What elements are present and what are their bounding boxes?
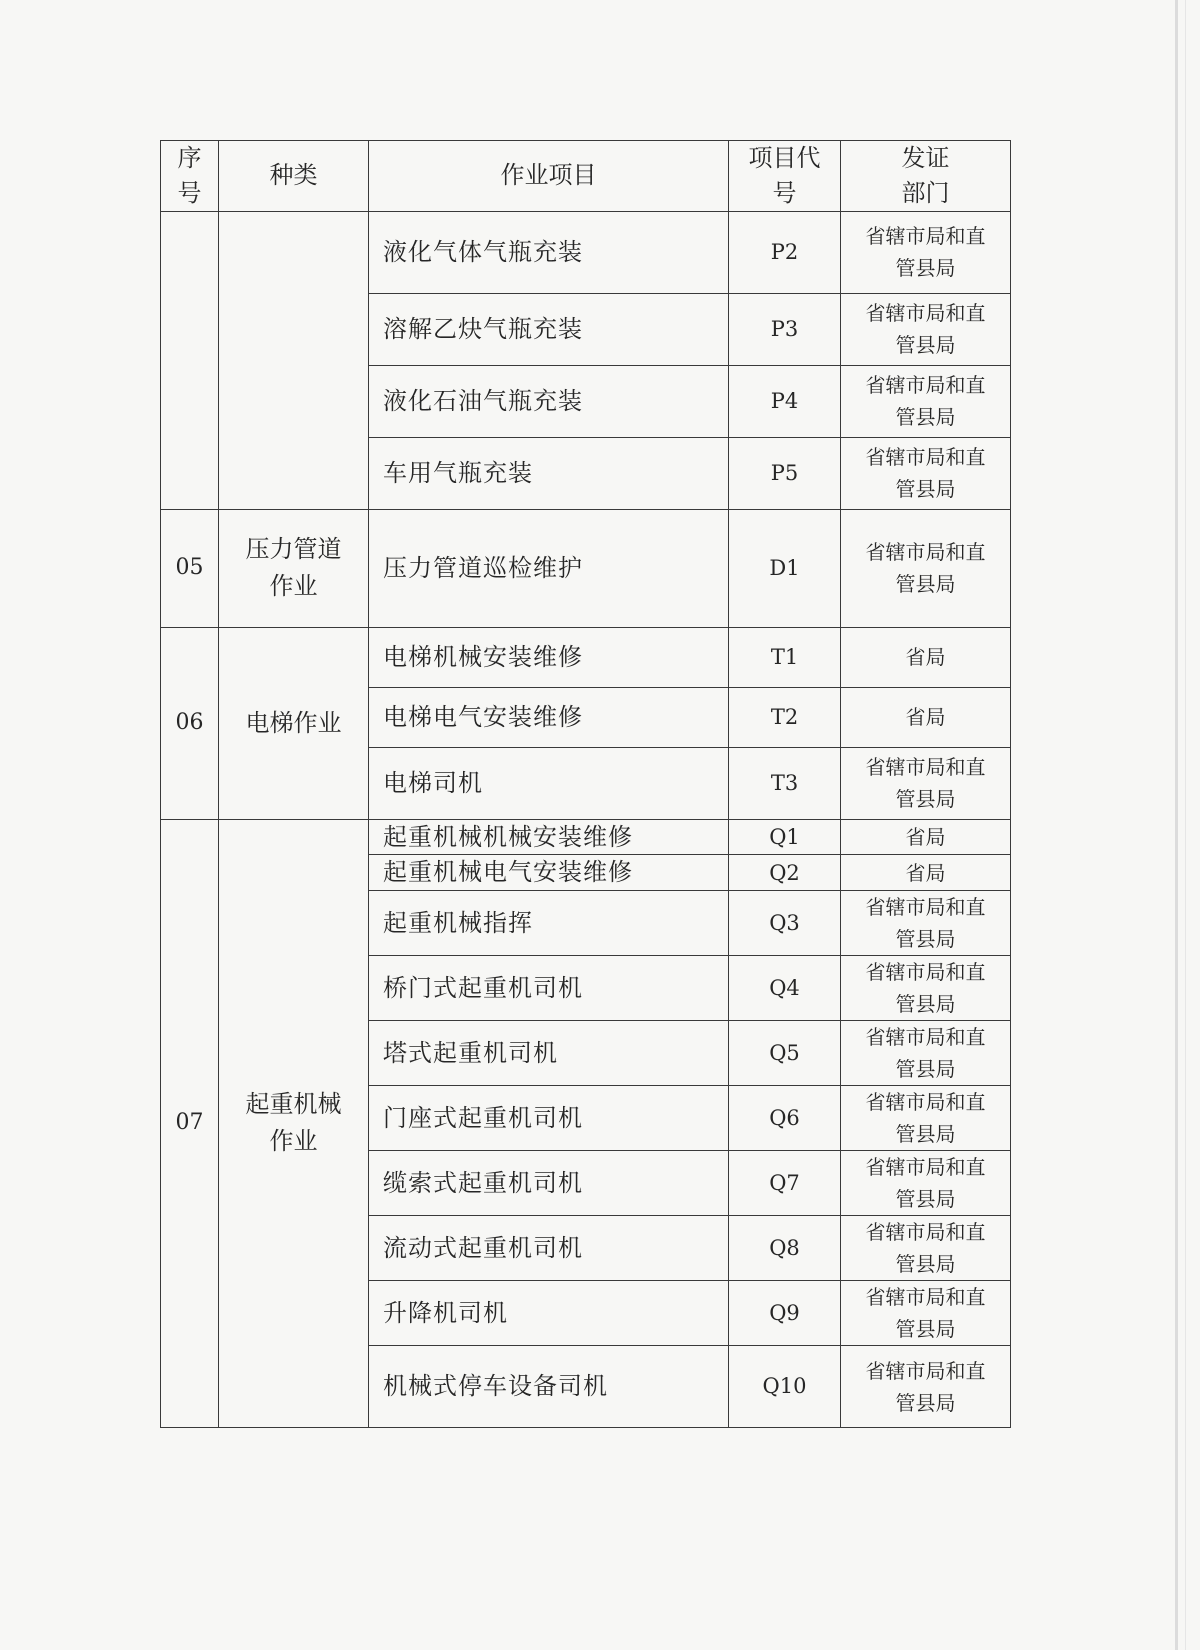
- item-cell: 缆索式起重机司机: [369, 1151, 729, 1216]
- header-seq: 序号: [161, 141, 219, 212]
- code-cell: Q8: [729, 1216, 841, 1281]
- dept-cell: 省辖市局和直管县局: [841, 1021, 1011, 1086]
- dept-cell: 省辖市局和直管县局: [841, 365, 1011, 437]
- code-cell: Q1: [729, 819, 841, 855]
- dept-cell: 省辖市局和直管县局: [841, 293, 1011, 365]
- item-cell: 升降机司机: [369, 1281, 729, 1346]
- page-edge-shadow: [1175, 0, 1178, 1650]
- table-row: [161, 509, 1011, 627]
- code-cell: Q9: [729, 1281, 841, 1346]
- header-row: [161, 141, 1011, 212]
- item-cell: 溶解乙炔气瓶充装: [369, 293, 729, 365]
- dept-cell: 省辖市局和直管县局: [841, 891, 1011, 956]
- table-row: [161, 627, 1011, 687]
- header-item: 作业项目: [369, 141, 729, 212]
- item-cell: 起重机械指挥: [369, 891, 729, 956]
- certification-table: [160, 140, 1011, 1428]
- item-cell: 起重机械机械安装维修: [369, 819, 729, 855]
- seq-cell: 05: [161, 509, 219, 627]
- seq-cell: 06: [161, 627, 219, 819]
- item-cell: 塔式起重机司机: [369, 1021, 729, 1086]
- code-cell: P3: [729, 293, 841, 365]
- code-cell: T2: [729, 687, 841, 747]
- table-body: [161, 141, 1011, 1428]
- item-cell: 电梯司机: [369, 747, 729, 819]
- dept-cell: 省辖市局和直管县局: [841, 956, 1011, 1021]
- header-category: 种类: [219, 141, 369, 212]
- code-cell: Q3: [729, 891, 841, 956]
- dept-cell: 省局: [841, 819, 1011, 855]
- item-cell: 桥门式起重机司机: [369, 956, 729, 1021]
- dept-cell: 省辖市局和直管县局: [841, 747, 1011, 819]
- code-cell: P2: [729, 211, 841, 293]
- code-cell: Q4: [729, 956, 841, 1021]
- code-cell: Q5: [729, 1021, 841, 1086]
- code-cell: Q10: [729, 1346, 841, 1428]
- item-cell: 液化石油气瓶充装: [369, 365, 729, 437]
- dept-cell: 省局: [841, 855, 1011, 891]
- dept-cell: 省辖市局和直管县局: [841, 1086, 1011, 1151]
- dept-cell: 省辖市局和直管县局: [841, 1281, 1011, 1346]
- table-row: [161, 211, 1011, 293]
- item-cell: 电梯机械安装维修: [369, 627, 729, 687]
- header-dept: 发证部门: [841, 141, 1011, 212]
- dept-cell: 省局: [841, 627, 1011, 687]
- code-cell: Q2: [729, 855, 841, 891]
- item-cell: 起重机械电气安装维修: [369, 855, 729, 891]
- item-cell: 车用气瓶充装: [369, 437, 729, 509]
- seq-cell: [161, 211, 219, 509]
- item-cell: 液化气体气瓶充装: [369, 211, 729, 293]
- category-cell: [219, 211, 369, 509]
- code-cell: D1: [729, 509, 841, 627]
- category-cell: 压力管道作业: [219, 509, 369, 627]
- item-cell: 流动式起重机司机: [369, 1216, 729, 1281]
- code-cell: T1: [729, 627, 841, 687]
- page-edge-line: [1185, 0, 1186, 1650]
- table-row: [161, 819, 1011, 855]
- code-cell: Q6: [729, 1086, 841, 1151]
- dept-cell: 省局: [841, 687, 1011, 747]
- item-cell: 电梯电气安装维修: [369, 687, 729, 747]
- code-cell: P4: [729, 365, 841, 437]
- dept-cell: 省辖市局和直管县局: [841, 1151, 1011, 1216]
- item-cell: 压力管道巡检维护: [369, 509, 729, 627]
- dept-cell: 省辖市局和直管县局: [841, 437, 1011, 509]
- category-cell: 起重机械作业: [219, 819, 369, 1428]
- dept-cell: 省辖市局和直管县局: [841, 211, 1011, 293]
- code-cell: Q7: [729, 1151, 841, 1216]
- seq-cell: 07: [161, 819, 219, 1428]
- item-cell: 机械式停车设备司机: [369, 1346, 729, 1428]
- dept-cell: 省辖市局和直管县局: [841, 1216, 1011, 1281]
- item-cell: 门座式起重机司机: [369, 1086, 729, 1151]
- header-code: 项目代号: [729, 141, 841, 212]
- category-cell: 电梯作业: [219, 627, 369, 819]
- dept-cell: 省辖市局和直管县局: [841, 1346, 1011, 1428]
- code-cell: P5: [729, 437, 841, 509]
- code-cell: T3: [729, 747, 841, 819]
- dept-cell: 省辖市局和直管县局: [841, 509, 1011, 627]
